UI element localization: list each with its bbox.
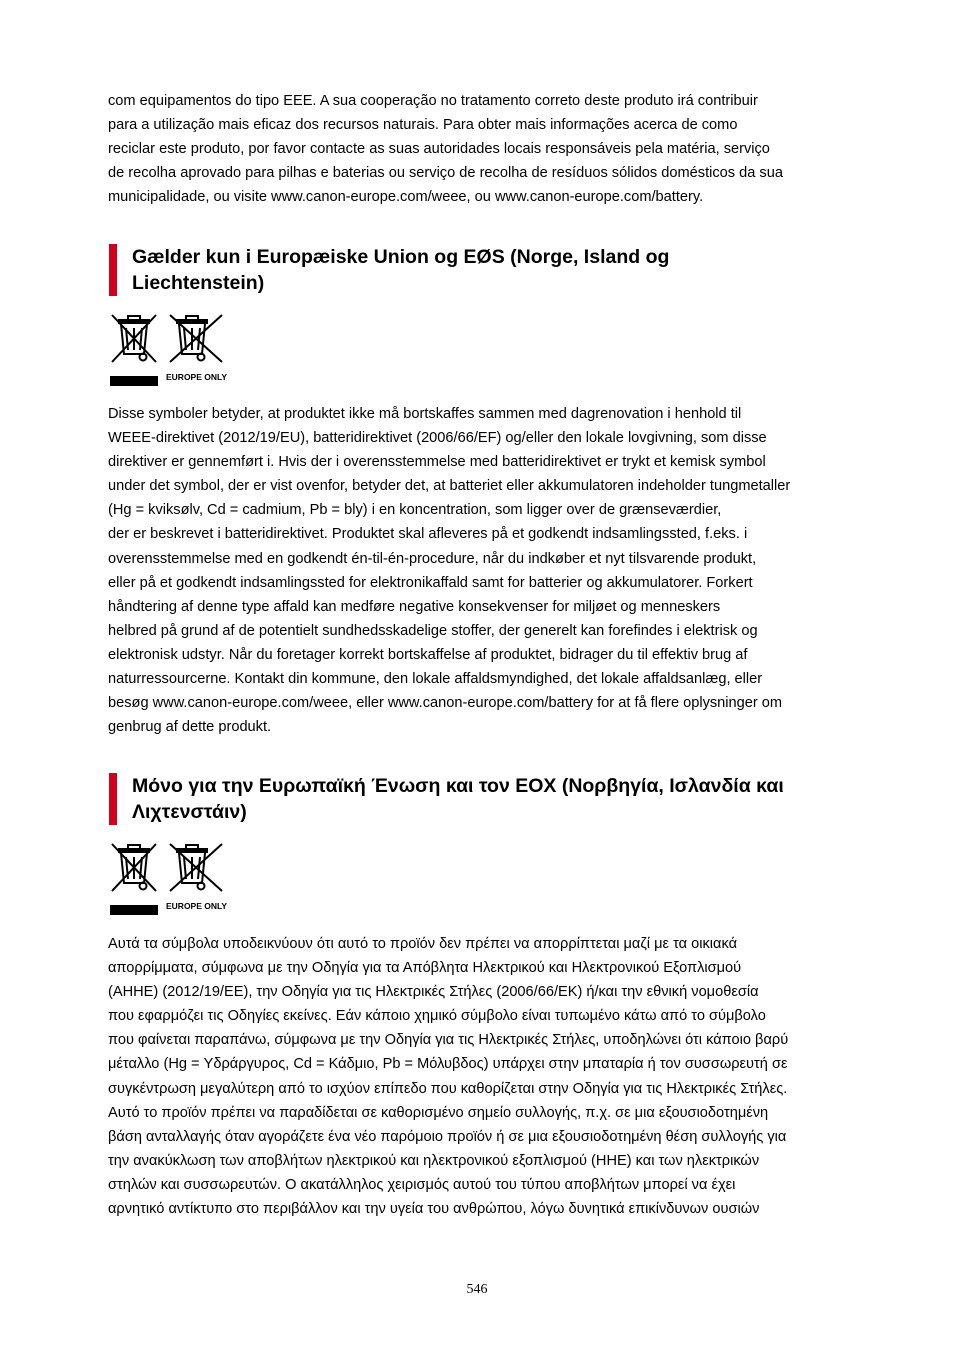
- text-line: municipalidade, ou visite www.canon-europe.com/weee, ou www.canon-europe.com/battery.: [108, 189, 704, 206]
- text-line: Disse symboler betyder, at produktet ikke må bortskaffes sammen med dagrenovation i henhold til: [108, 406, 742, 422]
- text-line: der er beskrevet i batteridirektivet. Produktet skal afleveres på et godkendt indsamlingssted, f.eks. i: [108, 526, 748, 543]
- crossed-bin-icon: [170, 315, 222, 362]
- text-line: (Hg = kviksølv, Cd = cadmium, Pb = bly) i en koncentration, som ligger over de grænseværdier,: [108, 502, 722, 519]
- weee-symbols-danish: [108, 312, 228, 390]
- text-line: genbrug af dette produkt.: [108, 719, 272, 736]
- text-line: την ανακύκλωση των αποβλήτων ηλεκτρικού και ηλεκτρονικού εξοπλισμού (HHE) και των ηλεκτρικών: [108, 1152, 760, 1169]
- text-line: στηλών και συσσωρευτών. Ο ακατάλληλος χειρισμός αυτού του τύπου αποβλήτων μπορεί να έχει: [108, 1176, 736, 1193]
- heading-line: Gælder kun i Europæiske Union og EØS (Norge, Island og: [132, 246, 670, 268]
- section-heading-greek: [109, 773, 892, 825]
- text-line: Αυτό το προϊόν πρέπει να παραδίδεται σε καθορισμένο σημείο συλλογής, π.χ. σε μια εξουσιοδοτημένη: [108, 1104, 769, 1121]
- crossed-bin-icon: [112, 315, 156, 362]
- crossed-bin-icon: [170, 844, 222, 891]
- text-line: para a utilização mais eficaz dos recursos naturais. Para obter mais informações acerca de como: [108, 117, 738, 134]
- text-line: αρνητικό αντίκτυπο στο περιβάλλον και την υγεία του ανθρώπου, λόγω δυνητικά επικίνδυνων ουσιών: [108, 1201, 760, 1218]
- weee-symbols-greek: [108, 841, 228, 919]
- europe-only-label: EUROPE ONLY: [166, 372, 228, 382]
- heading-line: Λιχτενστάιν): [132, 801, 247, 823]
- text-line: WEEE-direktivet (2012/19/EU), batteridirektivet (2006/66/EF) og/eller den lokale lovgivning, som disse: [108, 430, 767, 447]
- text-line: de recolha aprovado para pilhas e baterias ou serviço de recolha de resíduos sólidos domésticos da sua: [108, 165, 783, 182]
- text-line: που εφαρμόζει τις Οδηγίες εκείνες. Εάν κάποιο χημικό σύμβολο είναι τυπωμένο κάτω από το σύμβολο: [108, 1008, 766, 1025]
- heading-line: Μόνο για την Ευρωπαϊκή Ένωση και τον ΕΟΧ (Νορβηγία, Ισλανδία και: [132, 775, 784, 797]
- text-line: helbred på grund af de potentielt sundhedsskadelige stoffer, der generelt kan forefindes i elektrisk og: [108, 622, 758, 639]
- text-line: overensstemmelse med en godkendt én-til-én-procedure, når du indkøber et nyt tilsvarende produkt,: [108, 550, 757, 567]
- text-line: απορρίμματα, σύμφωνα με την Οδηγία για τα Απόβλητα Ηλεκτρικού και Ηλεκτρονικού Εξοπλισμού: [108, 960, 742, 977]
- section-heading-danish: [109, 244, 892, 296]
- page-number: 546: [466, 1282, 488, 1297]
- text-line: naturressourcerne. Kontakt din kommune, den lokale affaldsmyndighed, det lokale affaldsanlæg, eller: [108, 671, 763, 688]
- europe-only-label: EUROPE ONLY: [166, 901, 228, 911]
- heading-line: Liechtenstein): [132, 272, 265, 294]
- text-line: eller på et godkendt indsamlingssted for elektronikaffald samt for batterier og akkumulatorer. Forkert: [108, 574, 753, 591]
- text-line: direktiver er gennemført i. Hvis der i overensstemmelse med batteridirektivet er trykt et kemisk symbol: [108, 454, 766, 471]
- text-line: Αυτά τα σύμβολα υποδεικνύουν ότι αυτό το προϊόν δεν πρέπει να απορρίπτεται μαζί με τα οικιακά: [108, 936, 738, 952]
- intro-paragraph: [108, 89, 868, 209]
- text-line: elektronisk udstyr. Når du foretager korrekt bortskaffelse af produktet, bidrager du til effektiv brug af: [108, 646, 748, 663]
- text-line: βάση ανταλλαγής όταν αγοράζετε ένα νέο παρόμοιο προϊόν ή σε μια εξουσιοδοτημένη θέση συλλογής για: [108, 1128, 787, 1145]
- text-line: συγκέντρωση μεγαλύτερη από το ισχύον επίπεδο που καθορίζεται στην Οδηγία για τις Ηλεκτρικές Στήλες.: [108, 1080, 788, 1097]
- solid-bar-icon: [110, 376, 158, 386]
- text-line: under det symbol, der er vist ovenfor, betyder det, at batteriet eller akkumulatoren indeholder tungmetaller: [108, 478, 791, 495]
- text-line: (AHHE) (2012/19/ΕΕ), την Οδηγία για τις Ηλεκτρικές Στήλες (2006/66/ΕΚ) ή/και την εθνική νομοθεσία: [108, 984, 759, 1001]
- solid-bar-icon: [110, 905, 158, 915]
- text-line: reciclar este produto, por favor contacte as suas autoridades locais responsáveis pela matéria, serviço: [108, 141, 770, 158]
- body-paragraph-danish: [108, 402, 868, 739]
- body-paragraph-greek: [108, 932, 868, 1221]
- text-line: μέταλλο (Hg = Υδράργυρος, Cd = Κάδμιο, Pb = Μόλυβδος) υπάρχει στην μπαταρία ή τον συσσωρευτή σε: [108, 1056, 788, 1073]
- text-line: besøg www.canon-europe.com/weee, eller www.canon-europe.com/battery for at få flere oplysninger om: [108, 695, 783, 712]
- text-line: που φαίνεται παραπάνω, σύμφωνα με την Οδηγία για τις Ηλεκτρικές Στήλες, υποδηλώνει ότι κάποιο βαρύ: [108, 1032, 789, 1049]
- crossed-bin-icon: [112, 844, 156, 891]
- text-line: håndtering af denne type affald kan medføre negative konsekvenser for miljøet og menneskers: [108, 598, 721, 615]
- text-line: com equipamentos do tipo EEE. A sua cooperação no tratamento correto deste produto irá contribuir: [108, 93, 758, 109]
